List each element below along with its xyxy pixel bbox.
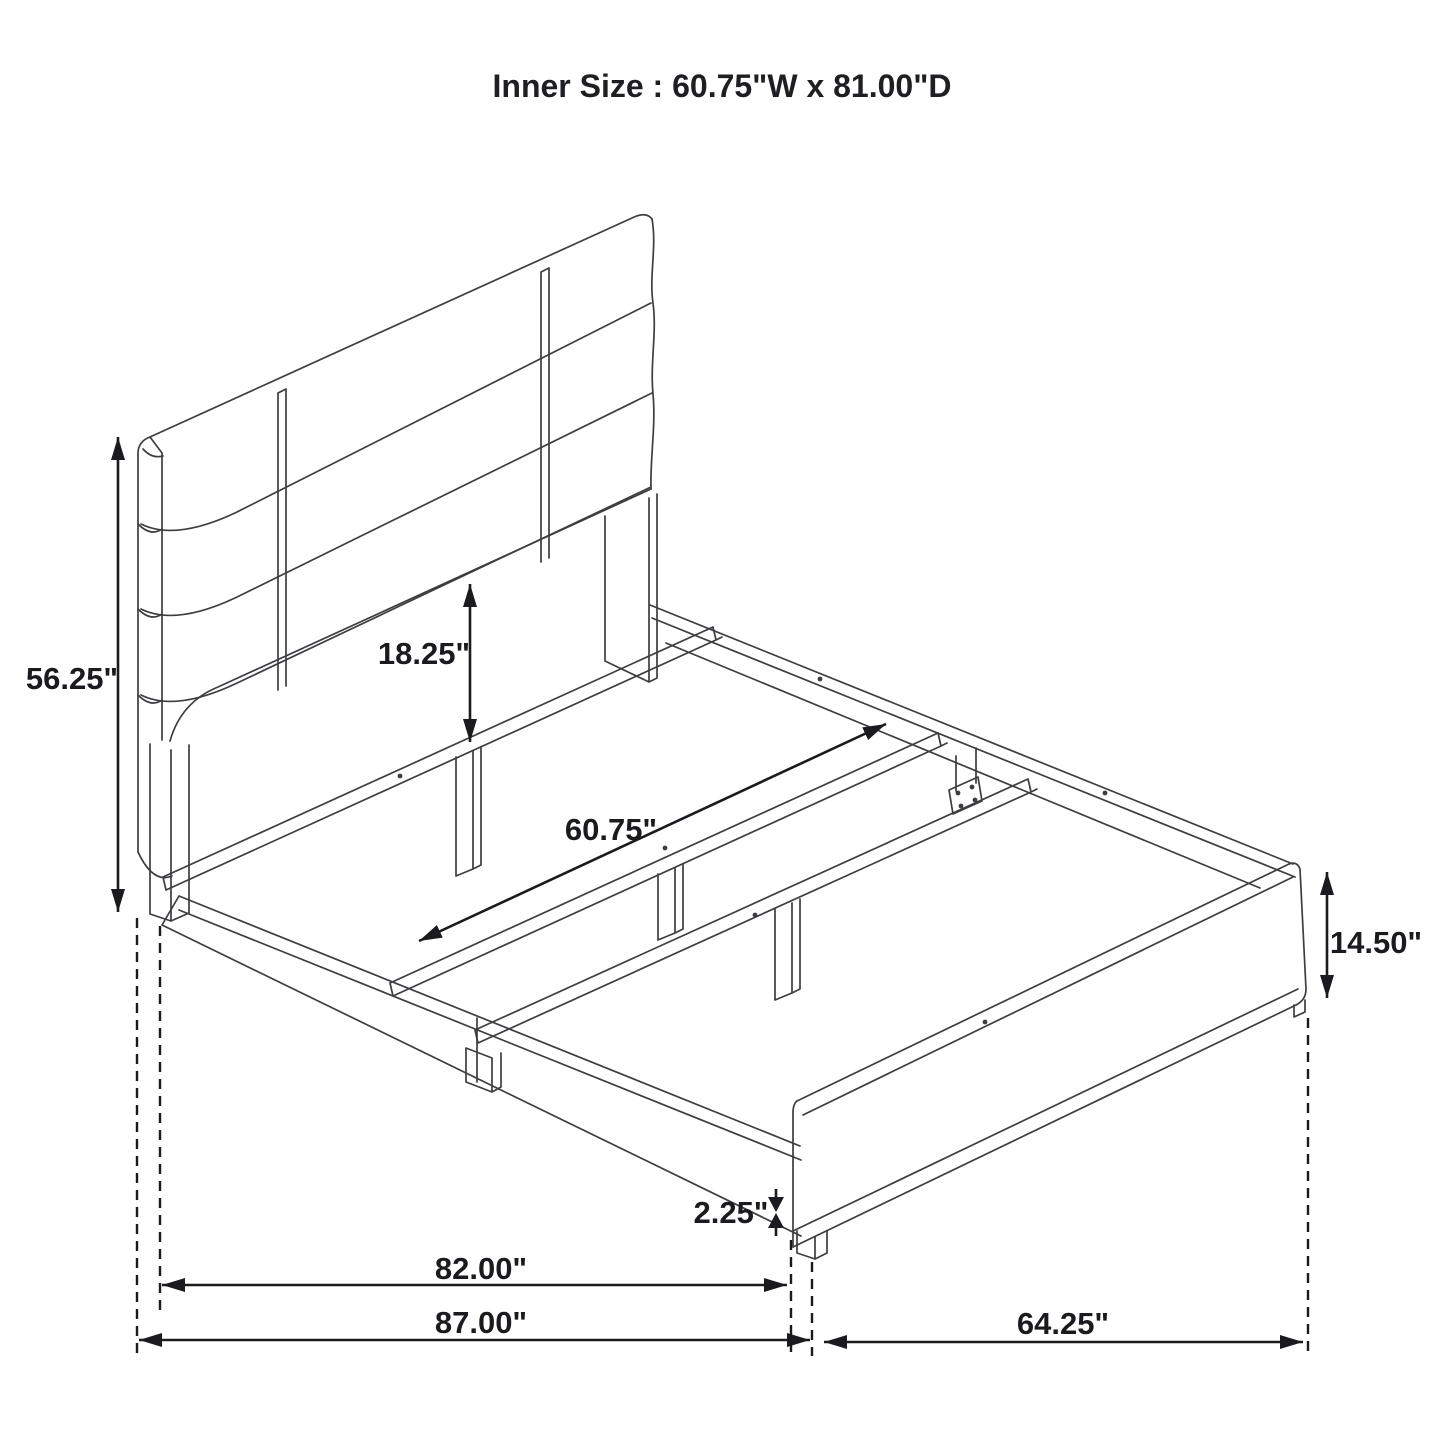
- left-rail: [162, 896, 801, 1236]
- footboard-screw: [983, 1020, 988, 1025]
- headboard-channel-line-1: [141, 303, 651, 530]
- headboard-right-leg: [605, 494, 657, 682]
- bracket-screw-hole: [970, 785, 975, 790]
- footboard-right-edge: [1289, 863, 1306, 1005]
- dimension-label-overall-length: 87.00": [434, 1305, 528, 1340]
- dimension-label-inner-slat-width: 60.75": [564, 812, 658, 847]
- headboard-accent-strip-left: [278, 389, 286, 690]
- rail-screw: [1103, 791, 1108, 796]
- footboard-top-band: [797, 864, 1293, 1115]
- slat-screw: [398, 774, 403, 779]
- dimension-label-footboard-height: 14.50": [1329, 925, 1423, 960]
- footboard-left-foot: [797, 1231, 827, 1259]
- footboard-bottom-edge: [793, 1005, 1296, 1247]
- footboard-base-seam: [793, 989, 1298, 1231]
- slat-1-leg: [456, 748, 481, 876]
- slat-3: [475, 779, 1037, 1043]
- footboard-left-edge: [793, 1101, 797, 1247]
- headboard-right-edge: [651, 219, 654, 489]
- diagram-title: Inner Size : 60.75"W x 81.00"D: [492, 68, 952, 104]
- headboard-top-edge: [150, 215, 652, 437]
- slat-2-leg: [658, 864, 683, 940]
- dimension-arrow-floor-gap: [768, 1189, 784, 1236]
- rail-screw: [818, 677, 823, 682]
- slat-screw: [663, 846, 668, 851]
- side-rails-drawing: [162, 605, 1295, 1236]
- dimension-label-frame-length: 82.00": [434, 1251, 528, 1286]
- rail-bracket: [949, 748, 982, 814]
- extension-lines: [137, 918, 1308, 1358]
- headboard-accent-strip-right: [541, 268, 549, 562]
- dimension-label-headboard-height: 56.25": [25, 661, 119, 696]
- dimension-label-headboard-to-slat: 18.25": [377, 636, 471, 671]
- slat-screw: [753, 913, 758, 918]
- right-rail: [650, 605, 1295, 888]
- dimension-label-floor-gap: 2.25": [693, 1195, 769, 1230]
- slat-3-leg: [775, 899, 800, 1000]
- footboard-drawing: [793, 863, 1306, 1259]
- headboard-left-leg: [150, 744, 189, 921]
- dimension-annotations: [26, 437, 1422, 1342]
- dimension-label-footboard-width: 64.25": [1016, 1306, 1110, 1341]
- headboard-channel-line-2: [141, 393, 652, 615]
- headboard-side-bottom-curve: [138, 852, 172, 878]
- bracket-screw-hole: [959, 804, 964, 809]
- bracket-screw-hole: [956, 791, 961, 796]
- left-rail-leg: [466, 1048, 501, 1092]
